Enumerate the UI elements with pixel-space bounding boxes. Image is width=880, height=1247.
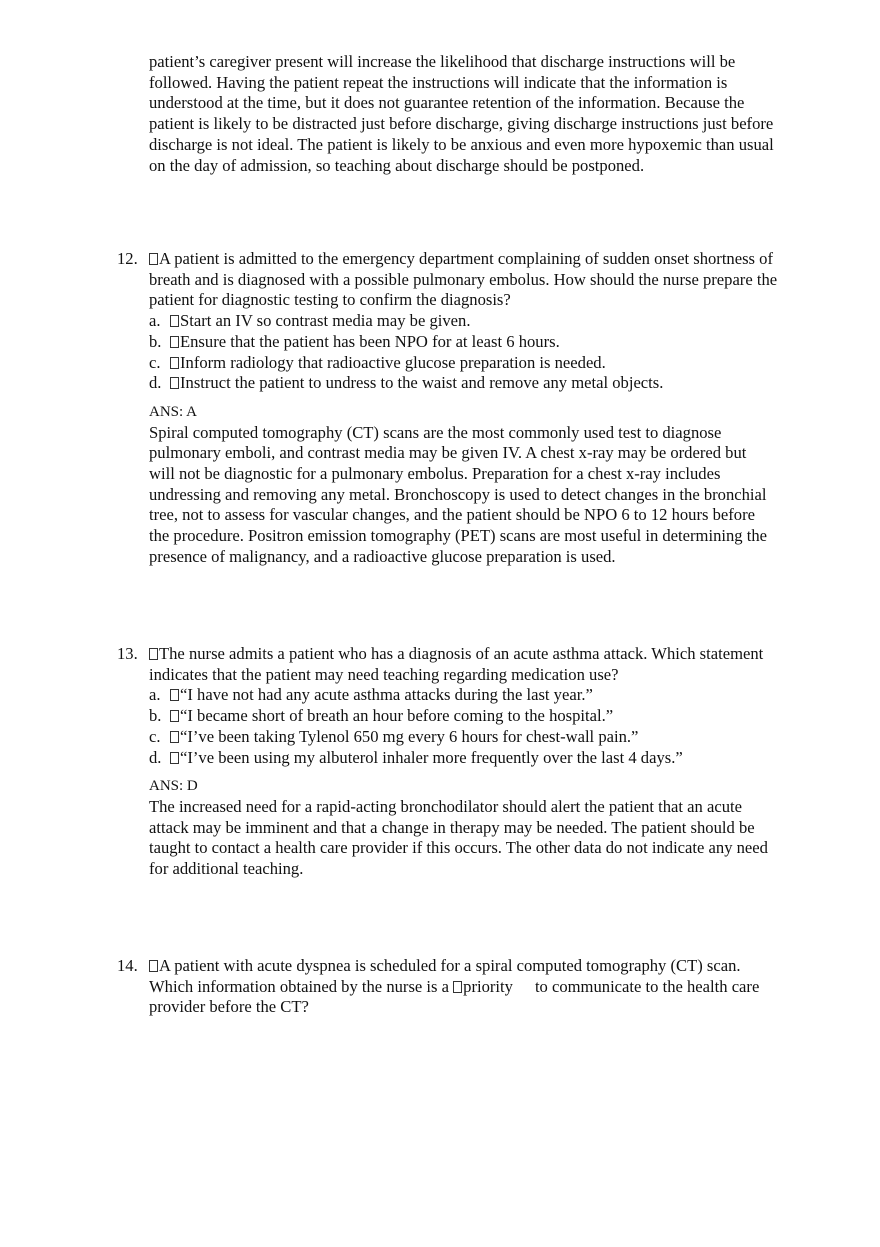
intro-line: patient’s caregiver present will increase the likelihood that discharge instructions will be [149,52,736,71]
answer-label: ANS: D [149,778,198,795]
missing-glyph-icon [170,752,179,764]
question-12 [117,249,817,568]
answer-label: ANS: A [149,403,197,420]
option-b: b. Ensure that the patient has been NPO for at least 6 hours. [149,331,560,351]
missing-glyph-icon [170,357,179,369]
intro-paragraph [149,52,811,176]
missing-glyph-icon [170,689,179,701]
question-number: 12. [117,249,138,268]
missing-glyph-icon [149,253,158,265]
question-stem: The nurse admits a patient who has a diagnosis of an acute asthma attack. Which statement indicates that the patient may need teaching regarding medication use? [149,644,764,684]
option-c: c. Inform radiology that radioactive glucose preparation is needed. [149,352,606,372]
answer-block [149,402,817,568]
question-number: 14. [117,956,138,975]
options-list [149,311,817,394]
intro-line: on the day of admission, so teaching about discharge should be postponed. [149,155,645,175]
option-a: a. Start an IV so contrast media may be given. [149,311,471,331]
question-13 [117,644,817,880]
missing-glyph-icon [170,315,179,327]
question-stem: A patient is admitted to the emergency department complaining of sudden onset shortness of breath and is diagnosed with a possible pulmonary embolus. How should the nurse prepare the patient for diagnostic testing to confirm the diagnosis? [149,249,778,310]
question-14 [117,956,817,1018]
missing-glyph-icon [170,377,179,389]
emphasis-word: priority [463,976,513,996]
missing-glyph-icon [149,648,158,660]
missing-glyph-icon [170,710,179,722]
options-list [149,685,817,768]
missing-glyph-icon [170,731,179,743]
intro-line: followed. Having the patient repeat the instructions will indicate that the information is [149,72,728,92]
answer-block [149,776,817,880]
question-number: 13. [117,644,138,663]
question-stem: A patient with acute dyspnea is scheduled for a spiral computed tomography (CT) scan. Which information obtained by the nurse is a priority to communicate to the health care provider before the CT? [149,956,760,1017]
option-d: d. “I’ve been using my albuterol inhaler more frequently over the last 4 days.” [149,747,683,767]
intro-line: understood at the time, but it does not guarantee retention of the information. Because the [149,93,745,113]
rationale: Spiral computed tomography (CT) scans are the most commonly used test to diagnose pulmonary emboli, and contrast media may be given IV. A chest x-ray may be ordered but will not be diagnostic for a pulmonary embolus. Preparation for a chest x-ray includes undressing and removing any metal. Bronchoscopy is used to detect changes in the bronchial tree, not to assess for vascular changes, and the patient should be NPO 6 to 12 hours before the procedure. Positron emission tomography (PET) scans are most useful in determining the presence of malignancy, and a radioactive glucose preparation is used. [149,422,767,566]
option-d: d. Instruct the patient to undress to the waist and remove any metal objects. [149,373,664,393]
option-c: c. “I’ve been taking Tylenol 650 mg every 6 hours for chest-wall pain.” [149,726,639,746]
missing-glyph-icon [170,336,179,348]
option-b: b. “I became short of breath an hour before coming to the hospital.” [149,706,614,726]
intro-line: patient is likely to be distracted just before discharge, giving discharge instructions just before [149,114,774,134]
rationale: The increased need for a rapid-acting bronchodilator should alert the patient that an acute attack may be imminent and that a change in therapy may be needed. The patient should be taught to contact a health care provider if this occurs. The other data do not indicate any need for additional teaching. [149,796,768,879]
option-a: a. “I have not had any acute asthma attacks during the last year.” [149,685,593,705]
missing-glyph-icon [149,960,158,972]
intro-line: discharge is not ideal. The patient is likely to be anxious and even more hypoxemic than usual [149,134,774,154]
missing-glyph-icon [453,981,462,993]
